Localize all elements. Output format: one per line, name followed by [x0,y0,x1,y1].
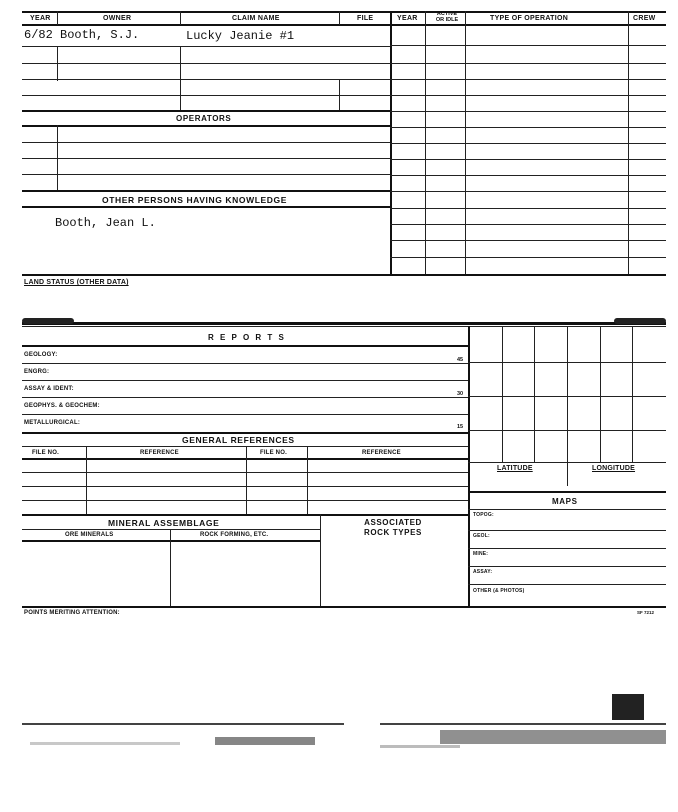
reports-assay-num: 30 [457,391,464,397]
header-divider [339,11,340,25]
operators-row-line [22,158,390,159]
reports-row-line [22,363,468,364]
mineral-assemblage-title: MINERAL ASSEMBLAGE [108,518,220,528]
grid-line [502,326,503,462]
right-row-line [390,208,666,209]
operators-top [22,110,390,112]
maps-title: MAPS [552,497,578,506]
row-divider [339,80,340,110]
header-file: FILE [357,15,374,22]
maps-row-line [468,548,666,549]
lower-bottom-border [22,606,666,608]
other-persons-header-bottom [22,206,390,208]
right-row-line [390,127,666,128]
scan-line [380,723,666,725]
row-line [22,79,390,80]
gr-header-bottom [22,458,468,460]
row-line [22,63,390,64]
maps-topog: TOPOG: [473,512,494,518]
lower-top-inner-border [22,326,666,327]
right-row-line [390,257,666,258]
mineral-header-bottom [22,540,320,542]
grid-bottom [468,462,666,463]
scan-line [22,723,344,725]
gr-row-line [22,472,468,473]
right-row-line [390,143,666,144]
gr-row-line [22,486,468,487]
right-row-line [390,159,666,160]
operators-divider [57,125,58,190]
latitude-label: LATITUDE [497,465,533,472]
lower-center-divider [468,326,470,606]
operators-row-line [22,174,390,175]
other-persons-entry: Booth, Jean L. [55,216,156,230]
right-row-line [390,175,666,176]
header-divider [57,11,58,25]
general-references-title: GENERAL REFERENCES [182,435,295,445]
scan-smudge [30,742,180,745]
header-bottom-border [22,24,666,26]
other-persons-title: OTHER PERSONS HAVING KNOWLEDGE [102,195,288,205]
scan-smudge [215,737,315,745]
right-row-line [390,63,666,64]
reports-row-line [22,397,468,398]
reports-geology-label: GEOLOGY: [24,352,58,358]
land-status-label: LAND STATUS (OTHER DATA) [24,279,129,286]
associated-line2: ROCK TYPES [363,528,422,537]
maps-assay: ASSAY: [473,569,493,575]
reports-title: R E P O R T S [208,333,286,342]
header-active: ACTIVE [436,11,458,17]
reports-row-line [22,380,468,381]
gr-divider [86,446,87,514]
maps-row-line [468,530,666,531]
gr-divider [246,446,247,514]
gr-reference-1: REFERENCE [140,450,179,456]
gr-row-line [22,500,468,501]
associated-line1: ASSOCIATED [364,518,422,527]
reports-header-bottom [22,345,468,347]
reports-row-line [22,414,468,415]
reports-assay-label: ASSAY & IDENT: [24,386,74,392]
claims-bottom-border [22,274,666,276]
maps-top [468,491,666,493]
row1-claim-name: Lucky Jeanie #1 [186,29,295,43]
header-year: YEAR [30,15,51,22]
associated-divider [320,514,321,606]
right-row-line [390,224,666,225]
lower-top-border [22,322,666,325]
maps-row-line [468,566,666,567]
header-divider [180,11,181,25]
gr-file-no-2: FILE NO. [260,450,287,456]
header-owner: OWNER [103,15,132,22]
binder-mark-left [22,318,74,324]
header-year-2: YEAR [397,15,418,22]
general-references-top [22,432,468,434]
mineral-header-line [22,529,320,530]
maps-mine: MINE: [473,551,489,557]
header-or-idle: OR IDLE [435,17,459,23]
top-border [22,11,666,13]
row-line [22,46,390,47]
binder-mark-right [614,318,666,324]
maps-other: OTHER (& PHOTOS) [473,588,525,594]
gr-reference-2: REFERENCE [362,450,401,456]
operators-header-bottom [22,125,390,127]
reports-geophys-label: GEOPHYS. & GEOCHEM: [24,403,100,409]
header-type-of-operation: TYPE OF OPERATION [490,15,569,22]
mineral-divider [170,529,171,606]
right-row-line [390,45,666,46]
scan-block [612,694,644,720]
maps-geol: GEOL: [473,533,490,539]
row1-year-owner: 6/82 Booth, S.J. [24,28,140,42]
header-claim-name: CLAIM NAME [232,15,280,22]
associated-rock-types [360,518,426,538]
right-row-line [390,79,666,80]
scan-smudge [380,745,460,748]
longitude-label: LONGITUDE [592,465,636,472]
header-active-or-idle [432,11,462,23]
form-number: SF 7212 [637,610,655,615]
gr-file-no-1: FILE NO. [32,450,59,456]
gr-divider [307,446,308,514]
right-row-line [390,191,666,192]
rock-forming-header: ROCK FORMING, ETC. [200,532,269,538]
reports-geology-num: 45 [457,357,464,363]
operators-title: OPERATORS [176,114,232,123]
general-references-header-top [22,446,468,447]
points-meriting-attention: POINTS MERITING ATTENTION: [24,610,120,616]
reports-engrg-label: ENGRG: [24,369,50,375]
other-persons-top [22,190,390,192]
maps-row-line [468,584,666,585]
scan-smudge [440,730,666,744]
row-line [22,95,390,96]
right-row-line [390,240,666,241]
header-crew: CREW [633,15,656,22]
reports-metallurgical-label: METALLURGICAL: [24,420,81,426]
row-divider [180,46,181,111]
reports-metallurgical-num: 15 [457,424,464,430]
operators-row-line [22,142,390,143]
right-row-line [390,111,666,112]
grid-line [600,326,601,462]
row-divider [57,46,58,81]
grid-line [534,326,535,462]
right-row-line [390,95,666,96]
mineral-top [22,514,468,516]
ore-minerals-header: ORE MINERALS [65,532,114,538]
grid-line [632,326,633,462]
maps-header-bottom [468,509,666,510]
